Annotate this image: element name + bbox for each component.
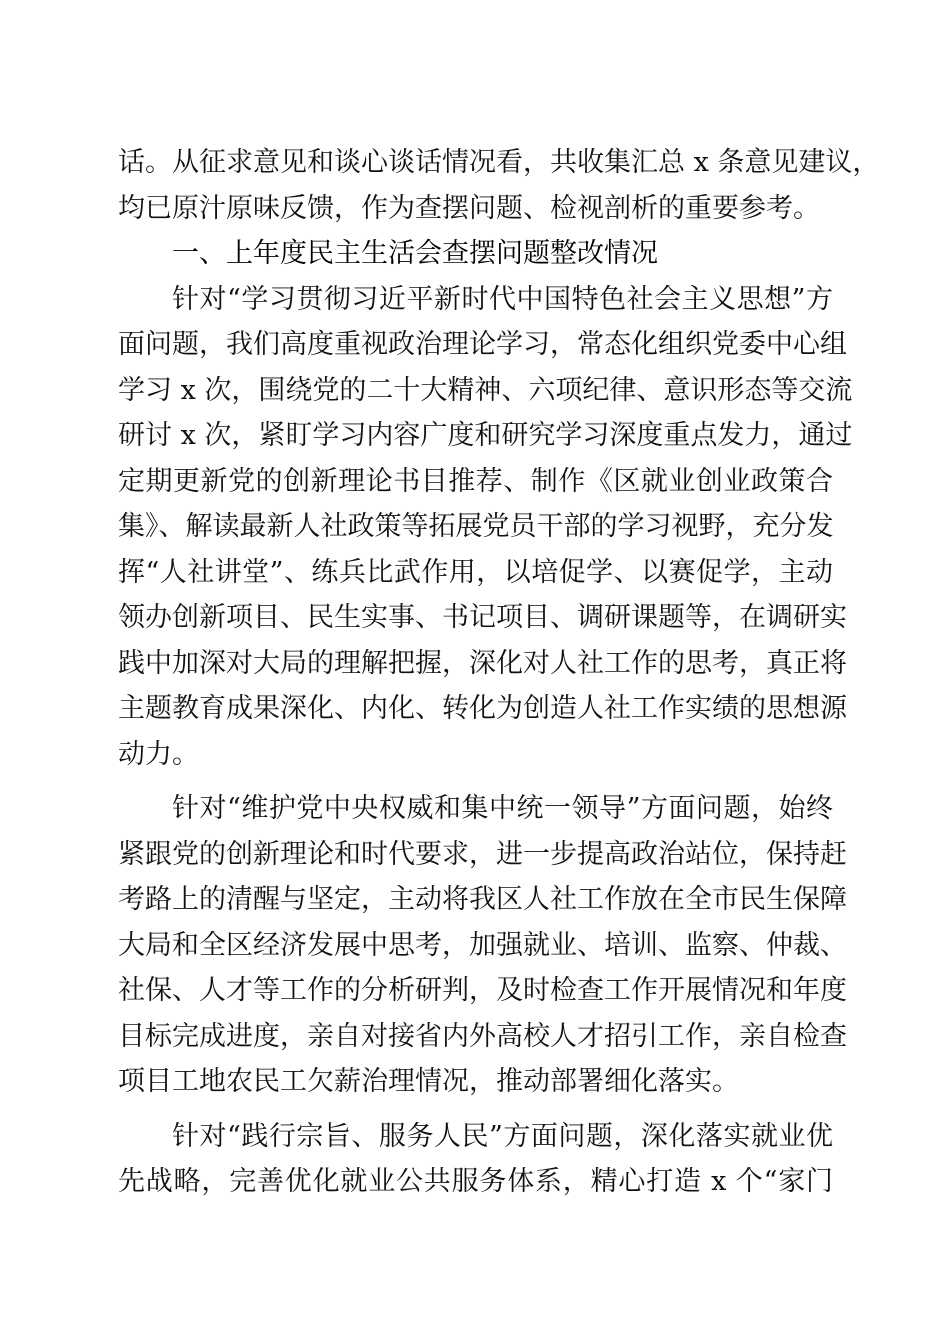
paragraph-study [118,277,853,778]
text-line: 大局和全区经济发展中思考，加强就业、培训、监察、仲裁、 [118,929,847,961]
text-line: 研讨 x 次，紧盯学习内容广度和研究学习深度重点发力，通过 [118,420,853,451]
text-line: 针对“践行宗旨、服务人民”方面问题，深化落实就业优 [172,1120,833,1152]
text-line: 主题教育成果深化、内化、转化为创造人社工作实绩的思想源 [118,693,847,724]
text-line: 集》、解读最新人社政策等拓展党员干部的学习视野，充分发 [118,511,834,542]
text-line: 学习 x 次，围绕党的二十大精神、六项纪律、意识形态等交流 [118,374,853,406]
text-line: 项目工地农民工欠薪治理情况，推动部署细化落实。 [118,1066,739,1097]
text-line: 针对“维护党中央权威和集中统一领导”方面问题，始终 [172,793,833,824]
text-line: 紧跟党的创新理论和时代要求，进一步提高政治站位，保持赶 [118,838,847,870]
text-line: 领办创新项目、民生实事、书记项目、调研课题等，在调研实 [118,602,847,633]
paragraph-service [118,1114,833,1205]
text-line: 践中加深对大局的理解把握，深化对人社工作的思考，真正将 [118,647,847,679]
text-line: 先战略，完善优化就业公共服务体系，精心打造 x 个“家门 [118,1166,833,1197]
text-line: 动力。 [118,738,199,770]
text-line: 目标完成进度，亲自对接省内外高校人才招引工作，亲自检查 [118,1020,847,1052]
text-line: 社保、人才等工作的分析研判，及时检查工作开展情况和年度 [118,975,847,1006]
text-line: 定期更新党的创新理论书目推荐、制作《区就业创业政策合 [118,465,833,497]
text-line: 挥“人社讲堂”、练兵比武作用，以培促学、以赛促学，主动 [118,556,833,588]
section-heading: 一、上年度民主生活会查摆问题整改情况 [172,238,658,269]
paragraph-spacer [118,777,833,786]
text-line: 考路上的清醒与坚定，主动将我区人社工作放在全市民生保障 [118,884,847,915]
document-body [118,140,880,1205]
paragraph-authority [118,786,847,1105]
text-line: 针对“学习贯彻习近平新时代中国特色社会主义思想”方 [172,283,833,315]
intro-paragraph [118,140,880,231]
text-line: 均已原汁原味反馈，作为查摆问题、检视剖析的重要参考。 [118,192,820,224]
paragraph-spacer [118,1105,833,1114]
text-line: 面问题，我们高度重视政治理论学习，常态化组织党委中心组 [118,329,847,360]
text-line: 话。从征求意见和谈心谈话情况看，共收集汇总 x 条意见建议， [118,147,880,178]
